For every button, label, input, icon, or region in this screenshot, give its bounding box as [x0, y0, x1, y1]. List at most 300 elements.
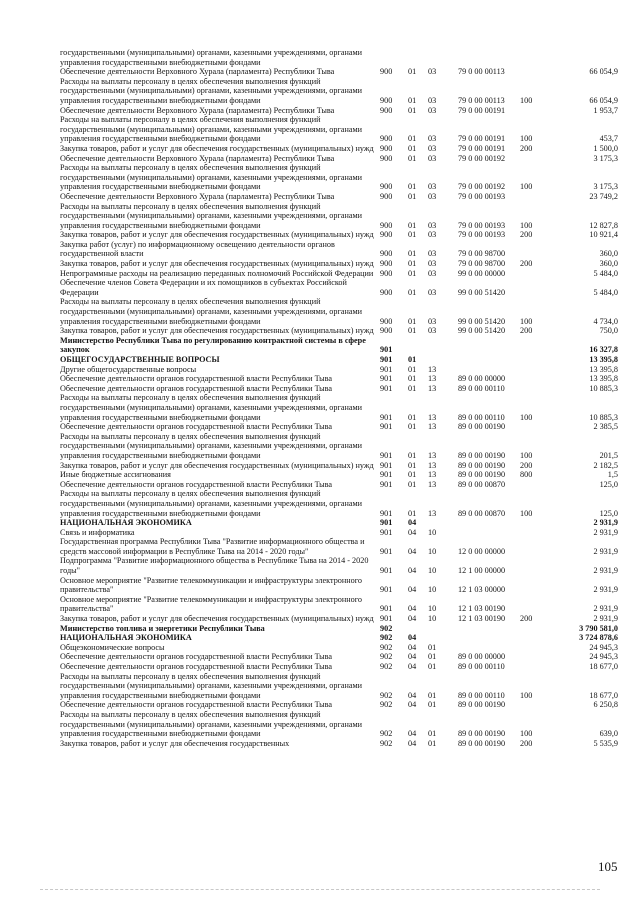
- row-name: Закупка товаров, работ и услуг для обеспечения государственных (муниципальных) нужд: [60, 230, 374, 240]
- row-amount: 750,0: [599, 326, 618, 336]
- row-section-code: 04: [408, 662, 417, 671]
- row-subsection-code: 01: [428, 690, 437, 700]
- row-amount: 24 945,3: [589, 652, 618, 662]
- row-name: Обеспечение деятельности органов государственной власти Республики Тыва: [60, 479, 333, 489]
- table-row: [60, 115, 618, 144]
- row-amount: 12 827,8: [589, 220, 618, 230]
- row-section-code: 01: [408, 470, 417, 480]
- row-expense-type-code: [520, 537, 550, 556]
- row-name: Закупка товаров, работ и услуг для обеспечения государственных (муниципальных) нужд: [60, 460, 374, 470]
- row-subsection-code: [428, 518, 458, 528]
- table-row: [60, 269, 618, 279]
- row-amount: 2 931,9: [593, 585, 618, 595]
- row-name: Расходы на выплаты персоналу в целях обеспечения выполнения функций государственными (муниципальными) органами, казенными учреждениями, органами управления государственными внебюджетными фондами: [60, 115, 363, 144]
- row-section-code: 04: [408, 700, 417, 710]
- scan-edge-line: [40, 889, 600, 890]
- row-ved-code: 901: [380, 450, 393, 460]
- row-ved-code: 900: [380, 249, 393, 259]
- row-section-code: 01: [408, 105, 417, 115]
- row-name: Обеспечение деятельности органов государственной власти Республики Тыва: [60, 700, 333, 710]
- row-amount: 6 250,8: [593, 700, 618, 710]
- row-expense-type-code: [520, 422, 550, 432]
- row-ved-code: 902: [380, 623, 393, 633]
- row-amount: 360,0: [599, 249, 618, 259]
- row-name: Обеспечение деятельности Верховного Хурала (парламента) Республики Тыва: [60, 191, 335, 201]
- row-subsection-code: 01: [428, 662, 437, 671]
- row-amount: 66 054,9: [589, 95, 618, 105]
- table-row: [60, 595, 618, 614]
- row-expense-type-code: 200: [520, 614, 533, 624]
- row-ved-code: 900: [380, 182, 393, 192]
- row-amount: 3 175,3: [593, 153, 618, 163]
- row-ved-code: 901: [380, 585, 393, 595]
- row-ved-code: 900: [380, 105, 393, 115]
- row-expense-type-code: 100: [520, 220, 533, 230]
- row-subsection-code: 10: [428, 566, 437, 576]
- row-name: Закупка товаров, работ и услуг для обеспечения государственных (муниципальных) нужд: [60, 143, 374, 153]
- row-ved-code: 900: [380, 95, 393, 105]
- row-amount: 2 385,5: [593, 422, 618, 432]
- row-ved-code: 900: [380, 326, 393, 336]
- row-ved-code: 901: [380, 479, 393, 489]
- row-ved-code: 902: [380, 738, 393, 748]
- row-section-code: 01: [408, 374, 417, 384]
- row-target-article-code: 89 0 00 00110: [458, 662, 505, 671]
- row-section-code: 01: [408, 95, 417, 105]
- row-ved-code: 901: [380, 383, 393, 393]
- row-subsection-code: 03: [428, 67, 437, 77]
- row-subsection-code: [428, 633, 458, 643]
- table-row: [60, 365, 618, 375]
- row-section-code: [408, 336, 428, 355]
- row-name: Общеэкономические вопросы: [60, 642, 165, 652]
- row-subsection-code: 13: [428, 422, 437, 432]
- row-target-article-code: 79 0 00 98700: [458, 259, 506, 269]
- row-name: Министерство топлива и энергетики Республики Тыва: [60, 623, 265, 633]
- row-section-code: 01: [408, 508, 417, 518]
- row-subsection-code: 03: [428, 220, 437, 230]
- row-section-code: 01: [408, 220, 417, 230]
- row-ved-code: 902: [380, 729, 393, 739]
- row-expense-type-code: [520, 192, 550, 202]
- table-row: [60, 633, 618, 643]
- row-section-code: 04: [408, 729, 417, 739]
- row-section-code: 01: [408, 326, 417, 336]
- row-ved-code: 902: [380, 662, 393, 671]
- row-section-code: 04: [408, 527, 417, 537]
- table-row: [60, 576, 618, 595]
- row-section-code: 04: [408, 738, 417, 748]
- budget-table-body: [60, 48, 618, 748]
- row-expense-type-code: [520, 355, 550, 365]
- row-amount: 2 931,9: [593, 518, 618, 528]
- row-section-code: 01: [408, 134, 417, 144]
- row-target-article-code: 99 0 00 00000: [458, 268, 506, 278]
- row-subsection-code: 03: [428, 230, 437, 240]
- row-subsection-code: 01: [428, 729, 437, 739]
- row-target-article-code: 79 0 00 00192: [458, 153, 506, 163]
- row-ved-code: 901: [380, 508, 393, 518]
- row-subsection-code: 01: [428, 652, 437, 662]
- row-name: Обеспечение деятельности органов государственной власти Республики Тыва: [60, 374, 333, 384]
- row-target-article-code: 89 0 00 00190: [458, 470, 506, 480]
- row-name: Иные бюджетные ассигнования: [60, 470, 171, 480]
- row-name: Обеспечение деятельности органов государственной власти Республики Тыва: [60, 652, 333, 662]
- table-row: [60, 537, 618, 556]
- row-amount: 639,0: [599, 729, 618, 739]
- row-target-article-code: [458, 624, 520, 634]
- row-name: Обеспечение деятельности Верховного Хурала (парламента) Республики Тыва: [60, 153, 335, 163]
- row-amount: 453,7: [599, 134, 618, 144]
- row-amount: 18 677,0: [589, 662, 618, 671]
- row-target-article-code: 89 0 00 00190: [458, 729, 506, 739]
- row-target-article-code: [458, 48, 520, 67]
- row-section-code: 04: [408, 633, 417, 643]
- row-ved-code: 901: [380, 412, 393, 422]
- row-name: Закупка работ (услуг) по информационному освещению деятельности органов государственной власти: [60, 239, 335, 259]
- row-name: государственными (муниципальными) органами, казенными учреждениями, органами управления государственными внебюджетными фондами: [60, 48, 363, 67]
- row-subsection-code: [428, 336, 458, 355]
- row-amount: 2 931,9: [593, 614, 618, 624]
- row-amount: 13 395,8: [589, 355, 618, 364]
- row-target-article-code: 89 0 00 00000: [458, 374, 506, 384]
- row-name: Обеспечение деятельности органов государственной власти Республики Тыва: [60, 383, 333, 393]
- row-ved-code: 902: [380, 642, 393, 652]
- row-expense-type-code: [520, 269, 550, 279]
- row-expense-type-code: [520, 518, 550, 528]
- row-section-code: 01: [408, 153, 417, 163]
- row-target-article-code: 12 1 03 00190: [458, 614, 506, 624]
- row-target-article-code: [458, 336, 520, 355]
- row-subsection-code: 10: [428, 585, 437, 595]
- row-target-article-code: 89 0 00 00190: [458, 422, 506, 432]
- row-target-article-code: 79 0 00 00193: [458, 191, 506, 201]
- row-expense-type-code: [520, 662, 550, 672]
- row-expense-type-code: 100: [520, 729, 533, 739]
- row-expense-type-code: [520, 556, 550, 575]
- row-expense-type-code: 800: [520, 470, 533, 480]
- row-expense-type-code: 100: [520, 134, 533, 144]
- row-target-article-code: 79 0 00 98700: [458, 249, 506, 259]
- row-expense-type-code: 100: [520, 412, 533, 422]
- row-name: Министерство Республики Тыва по регулированию контрактной системы в сфере закупок: [60, 335, 366, 355]
- row-ved-code: 900: [380, 230, 393, 240]
- row-name: Обеспечение членов Совета Федерации и их помощников в субъектах Российской Федерации: [60, 278, 347, 297]
- row-target-article-code: 89 0 00 00190: [458, 700, 506, 710]
- budget-table: [60, 48, 618, 748]
- row-section-code: 04: [408, 642, 417, 652]
- row-amount: 23 749,2: [589, 191, 618, 201]
- row-section-code: 01: [408, 383, 417, 393]
- row-expense-type-code: 100: [520, 316, 533, 326]
- row-amount: [550, 48, 618, 67]
- row-target-article-code: 12 1 03 00000: [458, 585, 506, 595]
- row-section-code: 01: [408, 364, 417, 374]
- row-section-code: 04: [408, 518, 417, 528]
- row-name: Расходы на выплаты персоналу в целях обеспечения выполнения функций государственными (муниципальными) органами, казенными учреждениями, органами управления государственными внебюджетными фондами: [60, 431, 363, 460]
- row-amount: 2 931,9: [593, 566, 618, 576]
- row-section-code: 04: [408, 690, 417, 700]
- row-expense-type-code: [520, 652, 550, 662]
- row-subsection-code: 13: [428, 470, 437, 480]
- row-expense-type-code: [520, 336, 550, 355]
- row-target-article-code: 79 0 00 00191: [458, 134, 506, 144]
- table-row: [60, 355, 618, 365]
- row-amount: 4 734,0: [593, 316, 618, 326]
- row-ved-code: 900: [380, 191, 393, 201]
- row-subsection-code: 01: [428, 642, 437, 652]
- row-expense-type-code: [520, 528, 550, 538]
- row-ved-code: 900: [380, 143, 393, 153]
- row-amount: 10 921,4: [589, 230, 618, 240]
- row-name: Закупка товаров, работ и услуг для обеспечения государственных: [60, 738, 290, 748]
- row-expense-type-code: [520, 576, 550, 595]
- row-expense-type-code: [520, 48, 550, 67]
- row-amount: 2 931,9: [593, 604, 618, 614]
- row-ved-code: 901: [380, 422, 393, 432]
- row-section-code: 04: [408, 566, 417, 576]
- row-section-code: 01: [408, 259, 417, 269]
- row-ved-code: 900: [380, 220, 393, 230]
- row-expense-type-code: 100: [520, 450, 533, 460]
- row-subsection-code: 13: [428, 374, 437, 384]
- table-row: [60, 144, 618, 154]
- row-target-article-code: 89 0 00 00190: [458, 460, 506, 470]
- row-target-article-code: [458, 633, 520, 643]
- table-row: [60, 710, 618, 739]
- row-section-code: 01: [408, 143, 417, 153]
- row-subsection-code: 13: [428, 383, 437, 393]
- row-amount: 125,0: [599, 508, 618, 518]
- row-ved-code: 901: [380, 355, 393, 364]
- row-section-code: 01: [408, 316, 417, 326]
- row-target-article-code: 99 0 00 51420: [458, 316, 506, 326]
- row-expense-type-code: [520, 278, 550, 297]
- table-row: [60, 739, 618, 749]
- table-row: [60, 48, 618, 67]
- row-name: Расходы на выплаты персоналу в целях обеспечения выполнения функций государственными (муниципальными) органами, казенными учреждениями, органами управления государственными внебюджетными фондами: [60, 489, 363, 518]
- row-subsection-code: 03: [428, 143, 437, 153]
- row-expense-type-code: 200: [520, 259, 533, 269]
- row-target-article-code: 89 0 00 00110: [458, 690, 505, 700]
- row-expense-type-code: 200: [520, 326, 533, 336]
- row-expense-type-code: 100: [520, 508, 533, 518]
- row-amount: 1 500,0: [593, 143, 618, 153]
- row-target-article-code: 12 1 00 00000: [458, 566, 506, 576]
- row-subsection-code: 03: [428, 153, 437, 163]
- row-section-code: [408, 624, 428, 634]
- table-row: [60, 106, 618, 116]
- row-ved-code: 901: [380, 614, 393, 624]
- row-subsection-code: 03: [428, 95, 437, 105]
- row-ved-code: 902: [380, 700, 393, 710]
- row-name: НАЦИОНАЛЬНАЯ ЭКОНОМИКА: [60, 518, 192, 528]
- table-row: [60, 374, 618, 384]
- row-ved-code: 901: [380, 345, 393, 355]
- row-ved-code: 900: [380, 316, 393, 326]
- row-section-code: 01: [408, 182, 417, 192]
- row-amount: 10 885,3: [589, 412, 618, 422]
- table-row: [60, 154, 618, 164]
- row-ved-code: 900: [380, 67, 393, 77]
- row-target-article-code: [458, 643, 520, 653]
- row-target-article-code: 12 1 03 00190: [458, 604, 506, 614]
- table-row: [60, 518, 618, 528]
- row-section-code: 01: [408, 450, 417, 460]
- table-row: [60, 259, 618, 269]
- row-ved-code: 900: [380, 287, 393, 297]
- row-target-article-code: 12 0 00 00000: [458, 546, 506, 556]
- row-target-article-code: 79 0 00 00113: [458, 67, 505, 77]
- row-section-code: 01: [408, 268, 417, 278]
- row-name: Государственная программа Республики Тыва "Развитие информационного общества и средств массовой информации в Республике Тыва на 2014 - 2020 годы": [60, 537, 365, 556]
- row-target-article-code: 89 0 00 00190: [458, 450, 506, 460]
- table-row: [60, 230, 618, 240]
- row-subsection-code: 03: [428, 326, 437, 336]
- table-row: [60, 643, 618, 653]
- row-target-article-code: 89 0 00 00110: [458, 412, 505, 422]
- table-row: [60, 393, 618, 422]
- row-amount: 5 535,9: [593, 738, 618, 748]
- row-section-code: 01: [408, 287, 417, 297]
- row-expense-type-code: [520, 624, 550, 634]
- row-section-code: [408, 48, 428, 67]
- row-ved-code: 901: [380, 364, 393, 374]
- table-row: [60, 461, 618, 471]
- row-name: Основное мероприятие "Развитие телекоммуникации и инфраструктуры электронного правительства": [60, 594, 363, 614]
- row-name: Расходы на выплаты персоналу в целях обеспечения выполнения функций государственными (муниципальными) органами, казенными учреждениями, органами управления государственными внебюджетными фондами: [60, 201, 363, 230]
- row-name: Расходы на выплаты персоналу в целях обеспечения выполнения функций государственными (муниципальными) органами, казенными учреждениями, органами управления государственными внебюджетными фондами: [60, 297, 363, 326]
- row-amount: 13 395,8: [589, 374, 618, 384]
- table-row: [60, 422, 618, 432]
- row-amount: 201,5: [599, 450, 618, 460]
- row-ved-code: 901: [380, 566, 393, 576]
- row-section-code: 01: [408, 67, 417, 77]
- row-expense-type-code: [520, 384, 550, 394]
- row-section-code: 04: [408, 652, 417, 662]
- row-subsection-code: 10: [428, 614, 437, 624]
- row-target-article-code: 89 0 00 00870: [458, 508, 506, 518]
- row-name: ОБЩЕГОСУДАРСТВЕННЫЕ ВОПРОСЫ: [60, 355, 220, 364]
- row-ved-code: 901: [380, 460, 393, 470]
- row-section-code: 01: [408, 191, 417, 201]
- row-expense-type-code: [520, 700, 550, 710]
- row-section-code: 01: [408, 249, 417, 259]
- row-ved-code: 900: [380, 268, 393, 278]
- row-expense-type-code: 200: [520, 143, 533, 153]
- row-amount: 1,5: [607, 470, 618, 480]
- row-ved-code: 901: [380, 527, 393, 537]
- row-subsection-code: [428, 624, 458, 634]
- table-row: [60, 326, 618, 336]
- row-subsection-code: 03: [428, 182, 437, 192]
- table-row: [60, 77, 618, 106]
- row-expense-type-code: [520, 643, 550, 653]
- row-name: Подпрограмма "Развитие информационного общества в Республике Тыва на 2014 - 2020 годы": [60, 556, 369, 576]
- row-ved-code: 901: [380, 546, 393, 556]
- row-amount: 2 182,5: [593, 460, 618, 470]
- row-section-code: 01: [408, 230, 417, 240]
- row-name: НАЦИОНАЛЬНАЯ ЭКОНОМИКА: [60, 633, 192, 643]
- row-expense-type-code: [520, 240, 550, 259]
- row-target-article-code: 99 0 00 51420: [458, 326, 506, 336]
- row-ved-code: [380, 48, 408, 67]
- row-amount: 24 945,3: [589, 642, 618, 652]
- table-row: [60, 480, 618, 490]
- row-amount: 16 327,8: [589, 345, 618, 355]
- row-name: Основное мероприятие "Развитие телекоммуникации и инфраструктуры электронного правительства": [60, 575, 363, 595]
- row-section-code: 04: [408, 604, 417, 614]
- row-ved-code: 900: [380, 153, 393, 163]
- row-subsection-code: 10: [428, 546, 437, 556]
- row-name: Обеспечение деятельности Верховного Хурала (парламента) Республики Тыва: [60, 67, 335, 77]
- table-row: [60, 163, 618, 192]
- row-amount: 1 953,7: [593, 105, 618, 115]
- row-name: Обеспечение деятельности органов государственной власти Республики Тыва: [60, 662, 333, 671]
- table-row: [60, 614, 618, 624]
- table-row: [60, 297, 618, 326]
- row-subsection-code: 10: [428, 527, 437, 537]
- row-subsection-code: 13: [428, 479, 437, 489]
- row-expense-type-code: 100: [520, 182, 533, 192]
- row-expense-type-code: 200: [520, 738, 533, 748]
- row-section-code: 04: [408, 585, 417, 595]
- row-expense-type-code: [520, 374, 550, 384]
- row-target-article-code: 79 0 00 00193: [458, 230, 506, 240]
- row-ved-code: 901: [380, 470, 393, 480]
- row-expense-type-code: [520, 365, 550, 375]
- table-row: [60, 336, 618, 355]
- row-section-code: 01: [408, 422, 417, 432]
- table-row: [60, 202, 618, 231]
- table-row: [60, 384, 618, 394]
- row-amount: 3 724 878,6: [579, 633, 618, 643]
- row-amount: 3 790 581,0: [579, 623, 618, 633]
- row-subsection-code: 01: [428, 700, 437, 710]
- row-expense-type-code: [520, 67, 550, 77]
- row-subsection-code: 13: [428, 508, 437, 518]
- row-name: Связь и информатика: [60, 527, 135, 537]
- row-expense-type-code: 200: [520, 230, 533, 240]
- row-target-article-code: 79 0 00 00113: [458, 95, 505, 105]
- row-ved-code: 901: [380, 374, 393, 384]
- row-name: Расходы на выплаты персоналу в целях обеспечения выполнения функций государственными (муниципальными) органами, казенными учреждениями, органами управления государственными внебюджетными фондами: [60, 671, 363, 700]
- row-expense-type-code: 100: [520, 95, 533, 105]
- row-target-article-code: [458, 355, 520, 365]
- row-subsection-code: 13: [428, 460, 437, 470]
- row-section-code: 04: [408, 546, 417, 556]
- row-amount: 2 931,9: [593, 546, 618, 556]
- row-expense-type-code: [520, 595, 550, 614]
- row-subsection-code: 03: [428, 259, 437, 269]
- row-name: Закупка товаров, работ и услуг для обеспечения государственных (муниципальных) нужд: [60, 326, 374, 336]
- row-ved-code: 900: [380, 134, 393, 144]
- row-section-code: 04: [408, 614, 417, 624]
- page-number: 105: [598, 859, 618, 874]
- table-row: [60, 192, 618, 202]
- row-amount: 125,0: [599, 479, 618, 489]
- row-name: Закупка товаров, работ и услуг для обеспечения государственных (муниципальных) нужд: [60, 614, 374, 624]
- row-amount: 5 484,0: [593, 287, 618, 297]
- row-section-code: 01: [408, 355, 417, 364]
- row-subsection-code: 03: [428, 268, 437, 278]
- row-amount: 13 395,8: [589, 364, 618, 374]
- row-ved-code: 902: [380, 652, 393, 662]
- table-row: [60, 67, 618, 77]
- row-target-article-code: 79 0 00 00192: [458, 182, 506, 192]
- row-expense-type-code: 200: [520, 460, 533, 470]
- row-subsection-code: [428, 355, 458, 365]
